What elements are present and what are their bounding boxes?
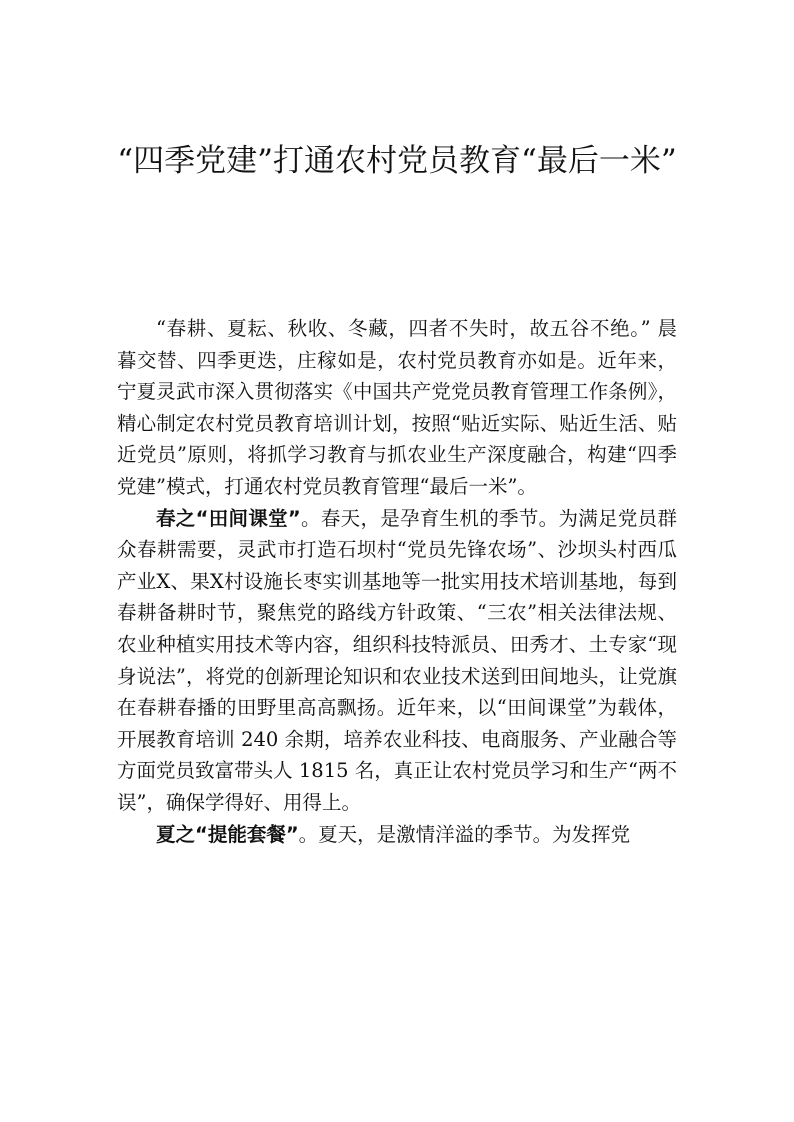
paragraph-spring xyxy=(117,503,677,819)
document-title: “四季党建”打通农村党员教育“最后一米” xyxy=(117,143,677,179)
paragraph-text: 。春天，是孕育生机的季节。为满足党员群众春耕需要，灵武市打造石坝村“党员先锋农场”、沙坝头村西瓜产业X、果X村设施长枣实训基地等一批实用技术培训基地，每到春耕备耕时节，聚焦党的路线方针政策、“三农”相关法律法规、农业种植实用技术等内容，组织科技特派员、田秀才、土专家“现身说法”，将党的创新理论知识和农业技术送到田间地头，让党旗在春耕春播的田野里高高飘扬。近年来，以“田间课堂”为载体，开展教育培训 240 余期，培养农业科技、电商服务、产业融合等方面党员致富带头人 1815 名，真正让农村党员学习和生产“两不误”，确保学得好、用得上。 xyxy=(117,506,677,814)
paragraph-text: 。夏天，是激情洋溢的季节。为发挥党 xyxy=(298,822,631,846)
paragraph-intro xyxy=(117,313,677,503)
section-heading-spring: 春之“田间课堂” xyxy=(156,506,301,530)
document-body xyxy=(117,313,677,850)
section-heading-summer: 夏之“提能套餐” xyxy=(156,822,299,846)
paragraph-text: “春耕、夏耘、秋收、冬藏，四者不失时，故五谷不绝。” 晨暮交替、四季更迭，庄稼如是，农村党员教育亦如是。近年来，宁夏灵武市深入贯彻落实《中国共产党党员教育管理工作条例》，精心制定农村党员教育培训计划，按照“贴近实际、贴近生活、贴近党员”原则，将抓学习教育与抓农业生产深度融合，构建“四季党建”模式，打通农村党员教育管理“最后一米”。 xyxy=(117,317,677,498)
paragraph-summer xyxy=(117,819,677,851)
